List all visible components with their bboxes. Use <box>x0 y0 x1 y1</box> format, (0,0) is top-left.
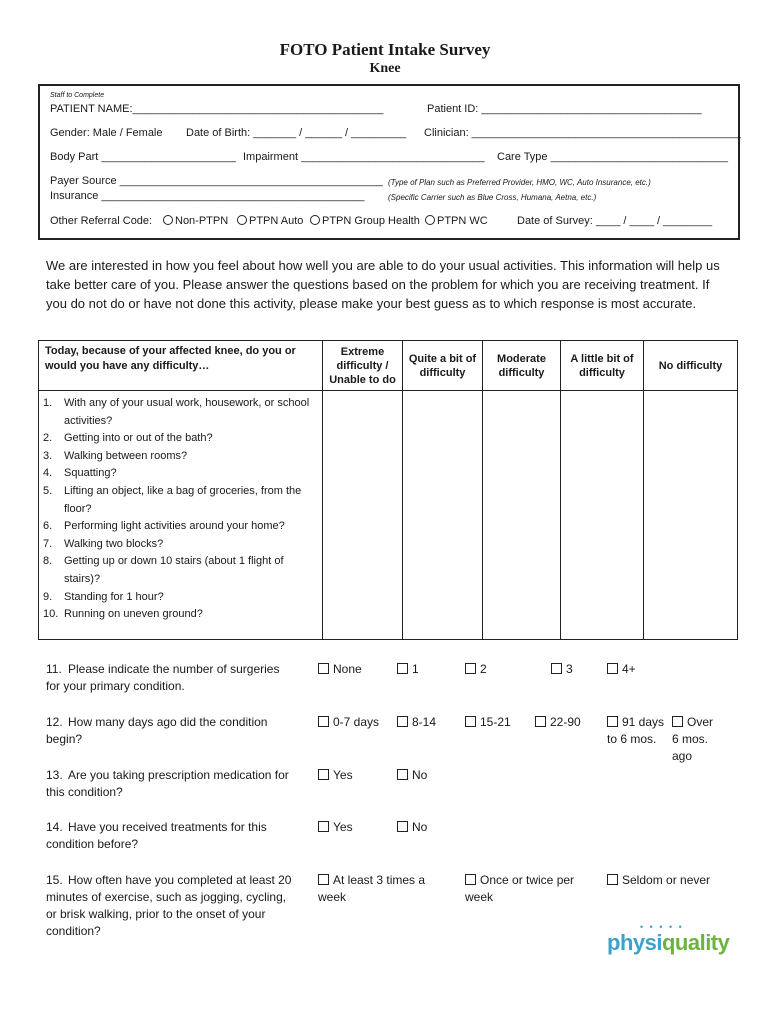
patient-id-field[interactable]: Patient ID: ____________________________________ <box>427 103 702 115</box>
q12-option-22-90[interactable]: 22-90 <box>535 714 581 731</box>
logo-dots-icon: • • • • • <box>640 922 684 932</box>
answer-column-little-bit[interactable] <box>561 391 644 640</box>
q13-option-yes[interactable]: Yes <box>318 767 353 784</box>
question-item: 3. Walking between rooms? <box>43 449 188 462</box>
question-item: 4. Squatting? <box>43 467 117 480</box>
gender-field[interactable]: Gender: Male / Female <box>50 127 163 139</box>
q11-option-1[interactable]: 1 <box>397 661 419 678</box>
q15-option-3-times[interactable]: At least 3 times a week <box>318 873 426 904</box>
answer-column-extreme[interactable] <box>323 391 403 640</box>
checkbox-icon <box>397 716 408 727</box>
checkbox-icon <box>397 663 408 674</box>
column-header-quite-a-bit: Quite a bit of difficulty <box>403 341 483 391</box>
q12-option-8-14[interactable]: 8-14 <box>397 714 436 731</box>
q12-option-15-21[interactable]: 15-21 <box>465 714 511 731</box>
q11-option-4-plus[interactable]: 4+ <box>607 661 636 678</box>
staff-caption: Staff to Complete <box>50 92 105 99</box>
radio-icon <box>237 215 247 225</box>
intro-paragraph: We are interested in how you feel about how well you are able to do your usual activities. This information will help us take better care of you. Please answer the questions based on the problem for which you are receiving treatment. If you do not do or have not done this activity, please make your best guess as to which response is most accurate. <box>46 258 720 311</box>
checkbox-icon <box>535 716 546 727</box>
checkbox-icon <box>318 716 329 727</box>
payer-source-field[interactable]: Payer Source ___________________________________________ <box>50 175 383 187</box>
q12-option-0-7-days[interactable]: 0-7 days <box>318 714 379 731</box>
q14-option-yes[interactable]: Yes <box>318 819 353 836</box>
answer-column-no-difficulty[interactable] <box>644 391 738 640</box>
checkbox-icon <box>465 874 476 885</box>
clinician-field[interactable]: Clinician: ____________________________________________ <box>424 127 741 139</box>
payer-hint: (Type of Plan such as Preferred Provider, HMO, WC, Auto Insurance, etc.) <box>388 178 651 187</box>
question-item: 8. Getting up or down 10 stairs (about 1 flight of stairs)? <box>43 555 284 585</box>
column-header-extreme: Extreme difficulty / Unable to do <box>323 341 403 391</box>
checkbox-icon <box>318 769 329 780</box>
questions-list <box>39 391 323 640</box>
referral-option-ptpn-group-health[interactable]: PTPN Group Health <box>310 215 420 227</box>
referral-option-non-ptpn[interactable]: Non-PTPN <box>163 215 228 227</box>
question-14: 14. Have you received treatments for this condition before? <box>46 820 267 851</box>
question-11: 11. Please indicate the number of surgeries for your primary condition. <box>46 662 280 693</box>
checkbox-icon <box>318 821 329 832</box>
insurance-hint: (Specific Carrier such as Blue Cross, Humana, Aetna, etc.) <box>388 193 597 202</box>
checkbox-icon <box>672 716 683 727</box>
body-part-field[interactable]: Body Part ______________________ <box>50 151 236 163</box>
page-subtitle: Knee <box>369 61 401 76</box>
q13-option-no[interactable]: No <box>397 767 427 784</box>
radio-icon <box>425 215 435 225</box>
date-of-survey-field[interactable]: Date of Survey: ____ / ____ / ________ <box>517 215 713 227</box>
referral-option-ptpn-wc[interactable]: PTPN WC <box>425 215 488 227</box>
checkbox-icon <box>607 716 618 727</box>
column-header-moderate: Moderate difficulty <box>483 341 561 391</box>
question-item: 6. Performing light activities around your home? <box>43 520 285 533</box>
q11-option-none[interactable]: None <box>318 661 362 678</box>
dob-field[interactable]: Date of Birth: _______ / ______ / _________ <box>186 127 407 139</box>
difficulty-table <box>38 340 738 640</box>
page-title: FOTO Patient Intake Survey <box>279 40 491 59</box>
care-type-field[interactable]: Care Type _____________________________ <box>497 151 729 163</box>
patient-name-field[interactable]: PATIENT NAME:_________________________________________ <box>50 103 384 115</box>
question-15: 15. How often have you completed at least 20 minutes of exercise, such as jogging, cycling, or brisk walking, prior to the onset of your condition? <box>46 873 292 938</box>
answer-column-quite-a-bit[interactable] <box>403 391 483 640</box>
column-header-little-bit: A little bit of difficulty <box>561 341 644 391</box>
impairment-field[interactable]: Impairment ______________________________ <box>243 151 485 163</box>
q12-option-over-6-mos[interactable]: Over 6 mos. ago <box>672 715 714 763</box>
question-header: Today, because of your affected knee, do you or would you have any difficulty… <box>39 341 323 391</box>
question-13: 13. Are you taking prescription medication for this condition? <box>46 768 289 799</box>
referral-label: Other Referral Code: <box>50 215 153 227</box>
referral-option-ptpn-auto[interactable]: PTPN Auto <box>237 215 303 227</box>
checkbox-icon <box>607 874 618 885</box>
checkbox-icon <box>318 874 329 885</box>
checkbox-icon <box>465 716 476 727</box>
q11-option-3[interactable]: 3 <box>551 661 573 678</box>
checkbox-icon <box>465 663 476 674</box>
radio-icon <box>310 215 320 225</box>
radio-icon <box>163 215 173 225</box>
question-item: 9. Standing for 1 hour? <box>43 590 164 603</box>
q15-option-seldom[interactable]: Seldom or never <box>607 872 710 889</box>
column-header-no-difficulty: No difficulty <box>644 341 738 391</box>
answer-column-moderate[interactable] <box>483 391 561 640</box>
q11-option-2[interactable]: 2 <box>465 661 487 678</box>
checkbox-icon <box>397 769 408 780</box>
question-item: 10. Running on uneven ground? <box>43 608 203 621</box>
insurance-field[interactable]: Insurance ___________________________________________ <box>50 190 365 202</box>
q15-option-once-twice[interactable]: Once or twice per week <box>465 873 575 904</box>
q14-option-no[interactable]: No <box>397 819 427 836</box>
checkbox-icon <box>607 663 618 674</box>
physiquality-logo: physiquality <box>607 930 730 955</box>
checkbox-icon <box>551 663 562 674</box>
checkbox-icon <box>397 821 408 832</box>
q12-option-91-days[interactable]: 91 days to 6 mos. <box>607 715 665 746</box>
question-12: 12. How many days ago did the condition begin? <box>46 715 268 746</box>
question-item: 2. Getting into or out of the bath? <box>43 432 213 445</box>
checkbox-icon <box>318 663 329 674</box>
question-item: 1. With any of your usual work, housework, or school activities? <box>43 397 310 427</box>
question-item: 7. Walking two blocks? <box>43 537 164 550</box>
question-item: 5. Lifting an object, like a bag of groceries, from the floor? <box>43 484 302 515</box>
